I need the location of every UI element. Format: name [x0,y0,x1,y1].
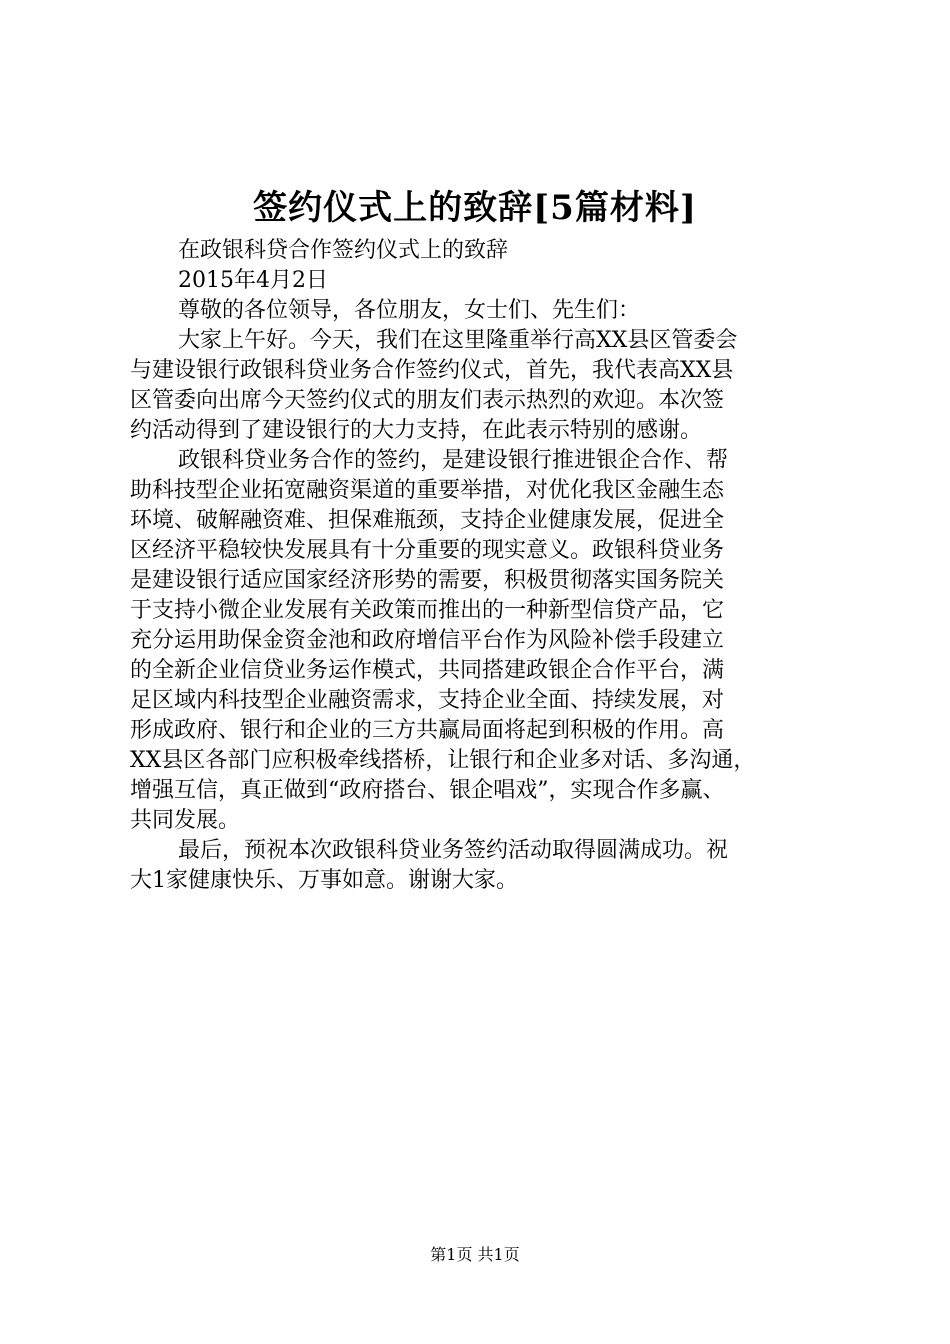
paragraph-line: 大1家健康快乐、万事如意。谢谢大家。 [130,868,518,893]
document-body [130,236,830,896]
paragraph-line: 大家上午好。今天，我们在这里隆重举行高XX县区管委会 [178,328,738,353]
paragraph-line: 区管委向出席今天签约仪式的朋友们表示热烈的欢迎。本次签 [130,388,725,413]
paragraph-line: 形成政府、银行和企业的三方共赢局面将起到积极的作用。高 [130,718,725,743]
paragraph-line: 足区域内科技型企业融资需求，支持企业全面、持续发展，对 [130,688,725,713]
paragraph-line: 充分运用助保金资金池和政府增信平台作为风险补偿手段建立 [130,628,725,653]
paragraph-line: 于支持小微企业发展有关政策而推出的一种新型信贷产品，它 [130,598,725,623]
paragraph-line: 是建设银行适应国家经济形势的需要，积极贯彻落实国务院关 [130,568,725,593]
speech-heading: 在政银科贷合作签约仪式上的致辞 [178,238,509,263]
paragraph-line: XX县区各部门应积极牵线搭桥，让银行和企业多对话、多沟通， [130,748,756,773]
paragraph-line: 政银科贷业务合作的签约，是建设银行推进银企合作、帮 [178,448,729,473]
page-footer: 第1页 共1页 [430,1245,520,1264]
paragraph-line: 与建设银行政银科贷业务合作签约仪式，首先，我代表高XX县 [130,358,734,383]
paragraph-line: 最后，预祝本次政银科贷业务签约活动取得圆满成功。祝 [178,838,729,863]
paragraph-line: 约活动得到了建设银行的大力支持，在此表示特别的感谢。 [130,418,703,443]
salutation: 尊敬的各位领导，各位朋友，女士们、先生们： [178,298,641,323]
paragraph-line: 的全新企业信贷业务运作模式，共同搭建政银企合作平台，满 [130,658,725,683]
document-title: 签约仪式上的致辞[5篇材料] [253,188,697,228]
paragraph-line: 环境、破解融资难、担保难瓶颈，支持企业健康发展，促进全 [130,508,725,533]
paragraph-line: 助科技型企业拓宽融资渠道的重要举措，对优化我区金融生态 [130,478,725,503]
paragraph-line: 增强互信，真正做到“政府搭台、银企唱戏”，实现合作多赢、 [130,778,725,803]
paragraph-line: 共同发展。 [130,808,241,833]
speech-date: 2015年4月2日 [178,268,328,293]
paragraph-line: 区经济平稳较快发展具有十分重要的现实意义。政银科贷业务 [130,538,725,563]
